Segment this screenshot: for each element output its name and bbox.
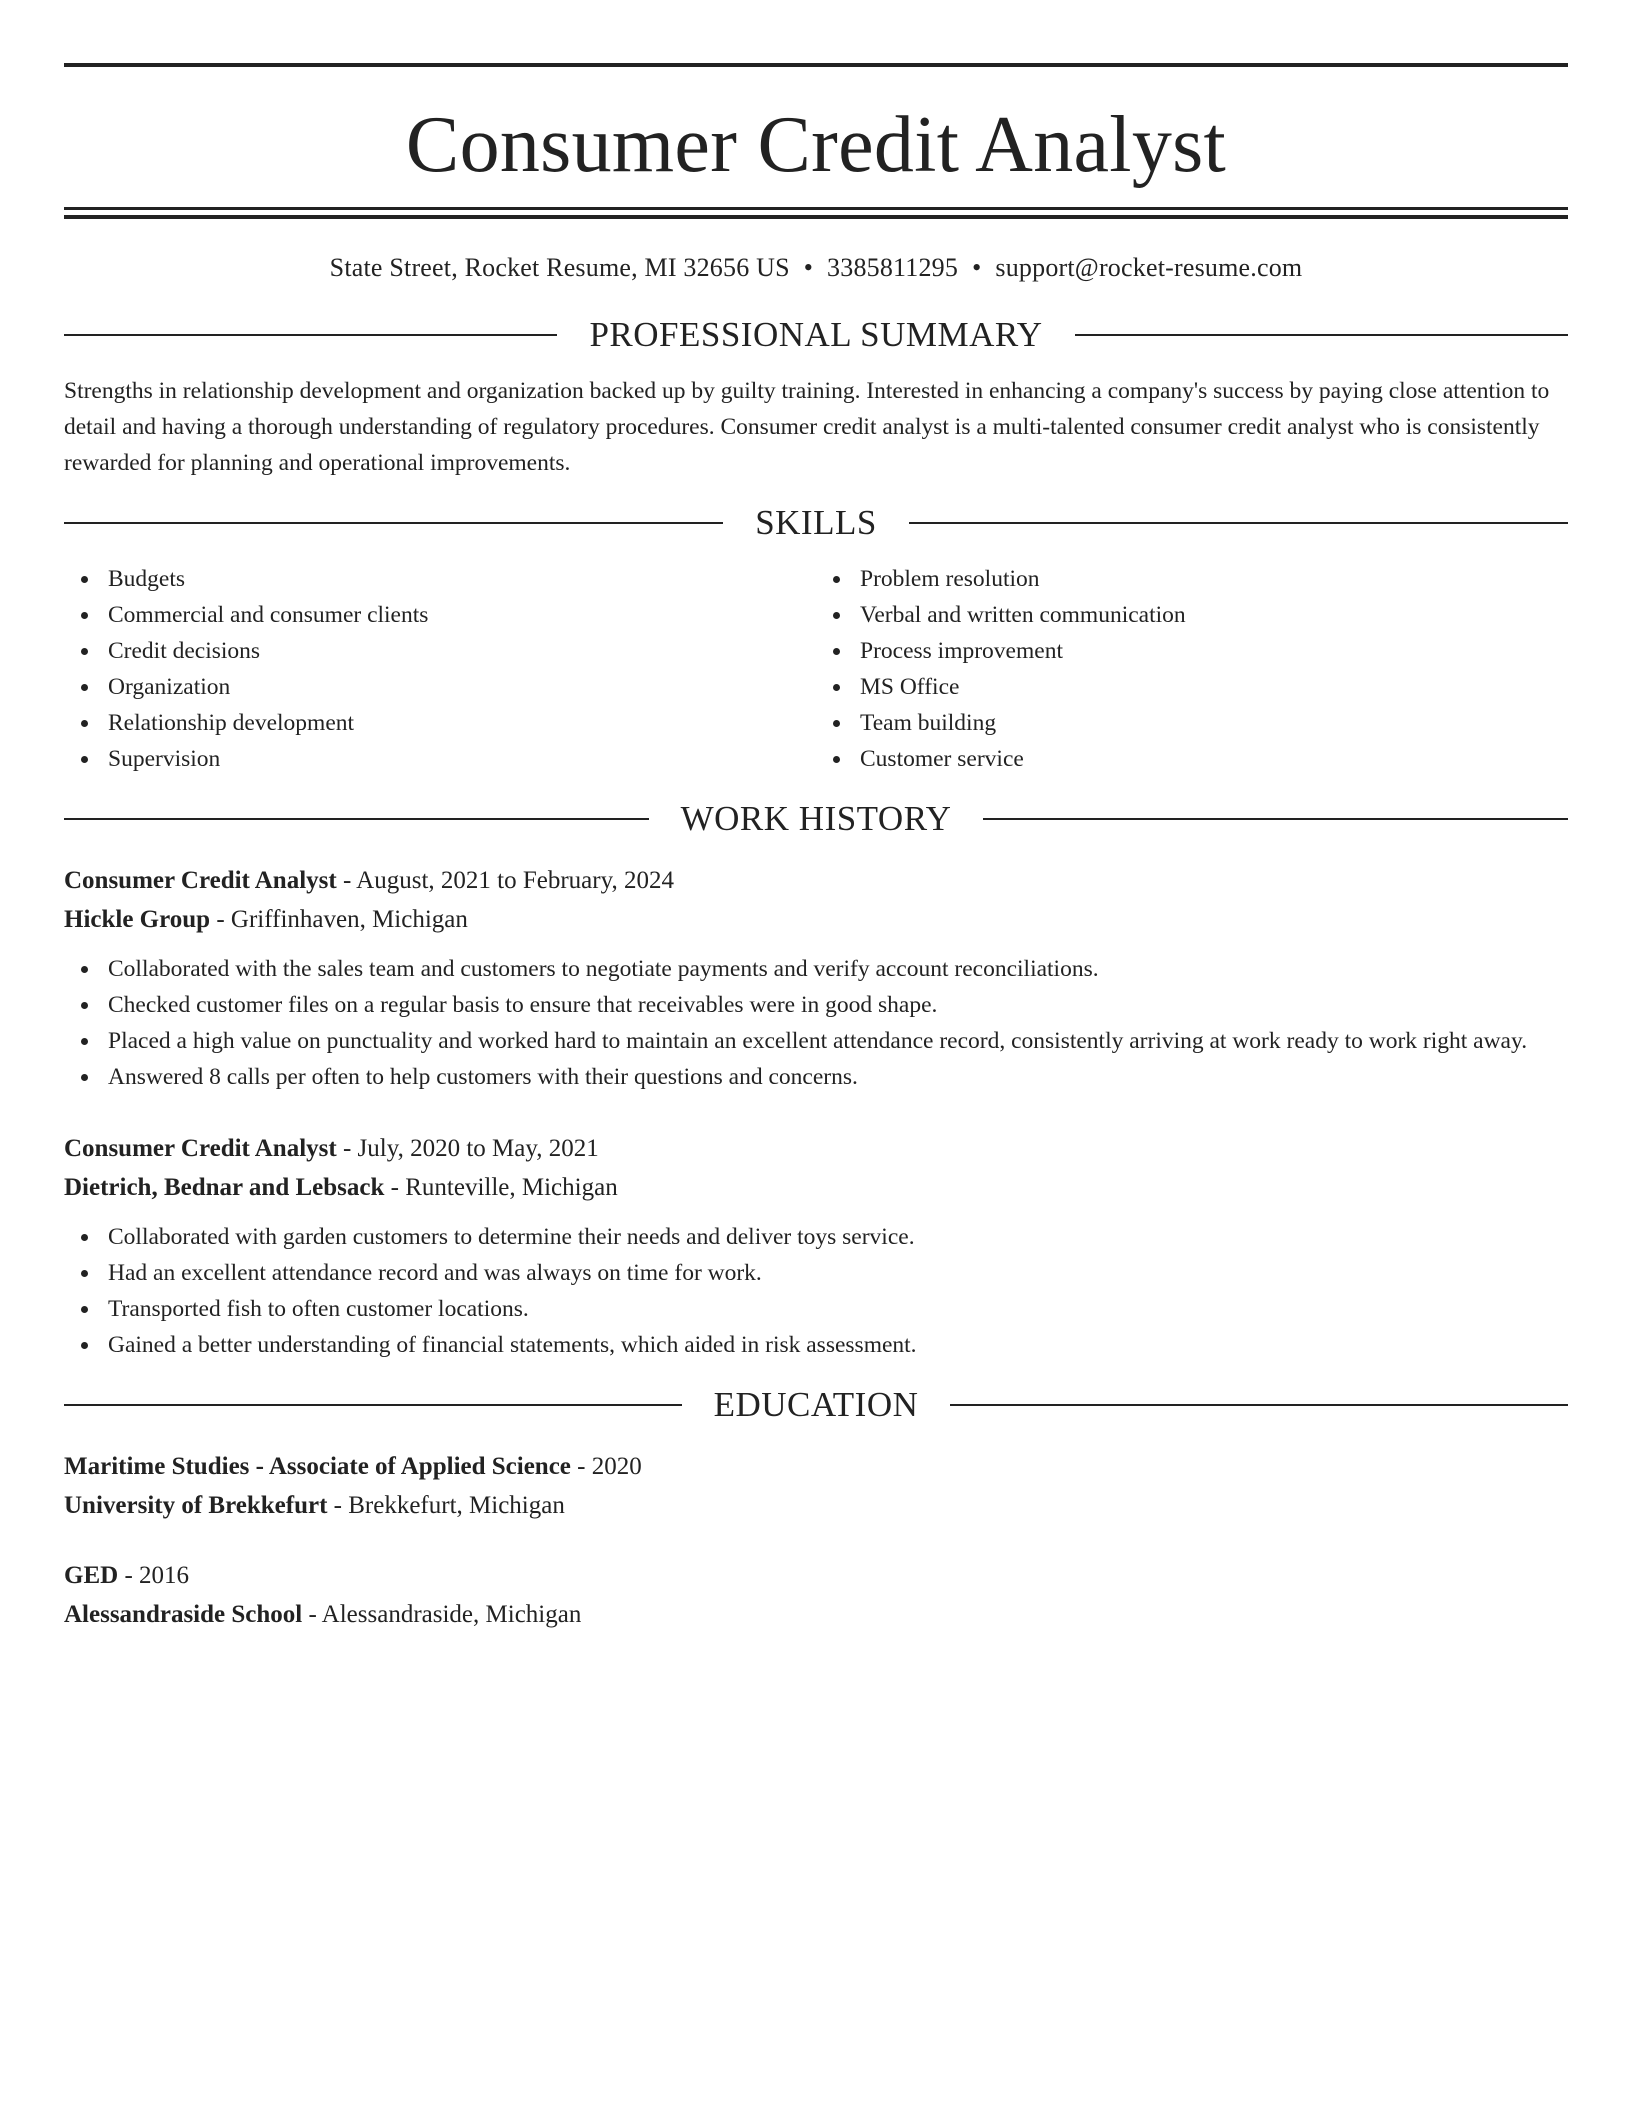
job-company-line [64, 900, 1568, 939]
skills-column-left [64, 561, 816, 777]
job-company: Dietrich, Bednar and Lebsack [64, 1174, 385, 1201]
job-duty: Gained a better understanding of financial statements, which aided in risk assessment. [108, 1327, 1568, 1363]
skill-item: Supervision [108, 741, 816, 777]
skills-column-right [816, 561, 1568, 777]
skill-item: Credit decisions [108, 633, 816, 669]
education-school: University of Brekkefurt [64, 1492, 328, 1519]
contact-address: State Street, Rocket Resume, MI 32656 US [329, 253, 790, 282]
section-header-skills [64, 501, 1568, 545]
skill-item: Process improvement [860, 633, 1568, 669]
education-degree: GED [64, 1562, 119, 1589]
education-year: - 2016 [118, 1562, 190, 1589]
job-dates: - August, 2021 to February, 2024 [336, 867, 674, 894]
job-duty: Had an excellent attendance record and was always on time for work. [108, 1255, 1568, 1291]
job-company-line [64, 1168, 1568, 1207]
section-header-work-history [64, 797, 1568, 841]
job-dates: - July, 2020 to May, 2021 [336, 1135, 599, 1162]
job-entry [64, 1129, 1568, 1363]
section-title-education: EDUCATION [713, 1385, 919, 1424]
job-duty: Answered 8 calls per often to help customers with their questions and concerns. [108, 1059, 1568, 1095]
section-rule-right [950, 1404, 1568, 1406]
skills-list [64, 561, 1568, 777]
job-duty: Transported fish to often customer locations. [108, 1291, 1568, 1327]
job-title-line [64, 1129, 1568, 1168]
section-title-skills: SKILLS [755, 503, 877, 542]
job-location: - Griffinhaven, Michigan [210, 906, 468, 933]
section-rule-left [64, 818, 649, 820]
section-rule-left [64, 522, 723, 524]
job-location: - Runteville, Michigan [384, 1174, 618, 1201]
job-duty: Collaborated with garden customers to determine their needs and deliver toys service. [108, 1219, 1568, 1255]
job-duty: Checked customer files on a regular basis to ensure that receivables were in good shape. [108, 987, 1568, 1023]
title-bottom-double-rule [64, 207, 1568, 219]
skill-item: Commercial and consumer clients [108, 597, 816, 633]
education-location: - Alessandraside, Michigan [302, 1601, 582, 1628]
job-duties-list [64, 951, 1568, 1095]
job-company: Hickle Group [64, 906, 211, 933]
education-school-line [64, 1486, 1568, 1525]
section-header-education [64, 1383, 1568, 1427]
contact-phone: 3385811295 [827, 253, 959, 282]
summary-text: Strengths in relationship development and organization backed up by guilty training. Interested in enhancing a company's success by paying close attention to detail and having a thorough understanding of regulatory procedures. Consumer credit analyst is a multi-talented consumer credit analyst who is consistently rewarded for planning and operational improvements. [64, 378, 1550, 476]
skill-item: Budgets [108, 561, 816, 597]
section-rule-right [1075, 334, 1568, 336]
section-rule-left [64, 334, 557, 336]
section-rule-right [909, 522, 1568, 524]
skill-item: MS Office [860, 669, 1568, 705]
education-degree: Maritime Studies - Associate of Applied Science [64, 1453, 571, 1480]
section-rule-left [64, 1404, 682, 1406]
job-title: Consumer Credit Analyst [64, 1135, 337, 1162]
job-title: Consumer Credit Analyst [64, 867, 337, 894]
education-degree-line [64, 1447, 1568, 1486]
education-degree-line [64, 1556, 1568, 1595]
job-title-line [64, 861, 1568, 900]
section-rule-right [983, 818, 1568, 820]
job-duty: Placed a high value on punctuality and worked hard to maintain an excellent attendance record, consistently arriving at work ready to work right away. [108, 1023, 1568, 1059]
education-school: Alessandraside School [64, 1601, 303, 1628]
education-entry [64, 1447, 1568, 1525]
education-school-line [64, 1595, 1568, 1634]
contact-line [64, 253, 1568, 283]
job-duty: Collaborated with the sales team and customers to negotiate payments and verify account reconciliations. [108, 951, 1568, 987]
job-duties-list [64, 1219, 1568, 1363]
contact-separator: • [972, 253, 982, 282]
section-title-work-history: WORK HISTORY [680, 799, 952, 838]
skill-item: Customer service [860, 741, 1568, 777]
contact-email: support@rocket-resume.com [995, 253, 1303, 282]
job-entry [64, 861, 1568, 1095]
section-header-summary [64, 313, 1568, 357]
section-title-summary: PROFESSIONAL SUMMARY [589, 315, 1043, 354]
resume-title: Consumer Credit Analyst [405, 101, 1227, 189]
skill-item: Problem resolution [860, 561, 1568, 597]
education-location: - Brekkefurt, Michigan [327, 1492, 565, 1519]
education-entry [64, 1556, 1568, 1634]
skill-item: Team building [860, 705, 1568, 741]
title-top-rule [64, 63, 1568, 67]
skill-item: Organization [108, 669, 816, 705]
contact-separator: • [803, 253, 814, 282]
skill-item: Verbal and written communication [860, 597, 1568, 633]
education-year: - 2020 [570, 1453, 642, 1480]
skill-item: Relationship development [108, 705, 816, 741]
